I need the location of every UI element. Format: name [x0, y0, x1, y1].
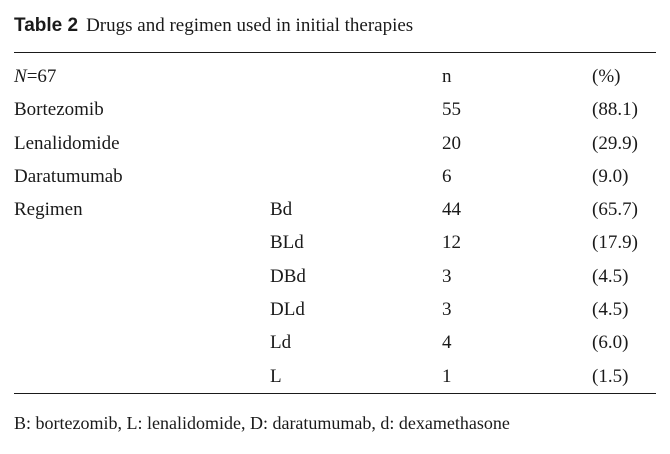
row-percent: (6.0) [592, 332, 629, 354]
table-row [0, 93, 670, 126]
row-percent: (4.5) [592, 299, 629, 321]
table-title: Drugs and regimen used in initial therapies [86, 15, 414, 36]
table-caption [14, 14, 413, 38]
row-percent: (9.0) [592, 165, 629, 187]
row-count: 12 [442, 232, 461, 254]
row-count: 44 [442, 199, 461, 221]
row-count: 1 [442, 365, 452, 387]
column-header-n: n [442, 66, 452, 87]
row-percent: (17.9) [592, 232, 638, 254]
row-sublabel: L [270, 365, 282, 387]
table-row [0, 127, 670, 160]
sample-size-value: =67 [26, 66, 57, 87]
table-row [0, 193, 670, 226]
table-row [0, 360, 670, 393]
sample-size-symbol: N [14, 66, 27, 87]
table-footnote: B: bortezomib, L: lenalidomide, D: daratumumab, d: dexamethasone [14, 413, 510, 433]
top-rule [14, 52, 656, 53]
row-count: 6 [442, 165, 452, 187]
row-sublabel: DLd [270, 299, 305, 321]
row-count: 55 [442, 99, 461, 121]
table-row [0, 326, 670, 359]
row-percent: (4.5) [592, 265, 629, 287]
row-sublabel: Ld [270, 332, 292, 354]
table-header-row [0, 60, 670, 93]
data-table [0, 60, 670, 393]
row-label: Regimen [14, 199, 83, 221]
row-sublabel: BLd [270, 232, 304, 254]
row-label: Bortezomib [14, 99, 104, 121]
row-percent: (29.9) [592, 132, 638, 154]
row-sublabel: DBd [270, 265, 306, 287]
table-row [0, 293, 670, 326]
table-number: Table 2 [14, 15, 79, 36]
bottom-rule [14, 393, 656, 394]
row-count: 20 [442, 132, 461, 154]
sample-size-label [14, 60, 56, 93]
row-percent: (1.5) [592, 365, 629, 387]
table-row [0, 226, 670, 259]
row-percent: (88.1) [592, 99, 638, 121]
row-count: 3 [442, 299, 452, 321]
table-row [0, 260, 670, 293]
row-sublabel: Bd [270, 199, 293, 221]
table-row [0, 160, 670, 193]
row-count: 3 [442, 265, 452, 287]
row-label: Daratumumab [14, 165, 123, 187]
row-count: 4 [442, 332, 452, 354]
row-percent: (65.7) [592, 199, 638, 221]
row-label: Lenalidomide [14, 132, 120, 154]
column-header-percent: (%) [592, 66, 621, 87]
